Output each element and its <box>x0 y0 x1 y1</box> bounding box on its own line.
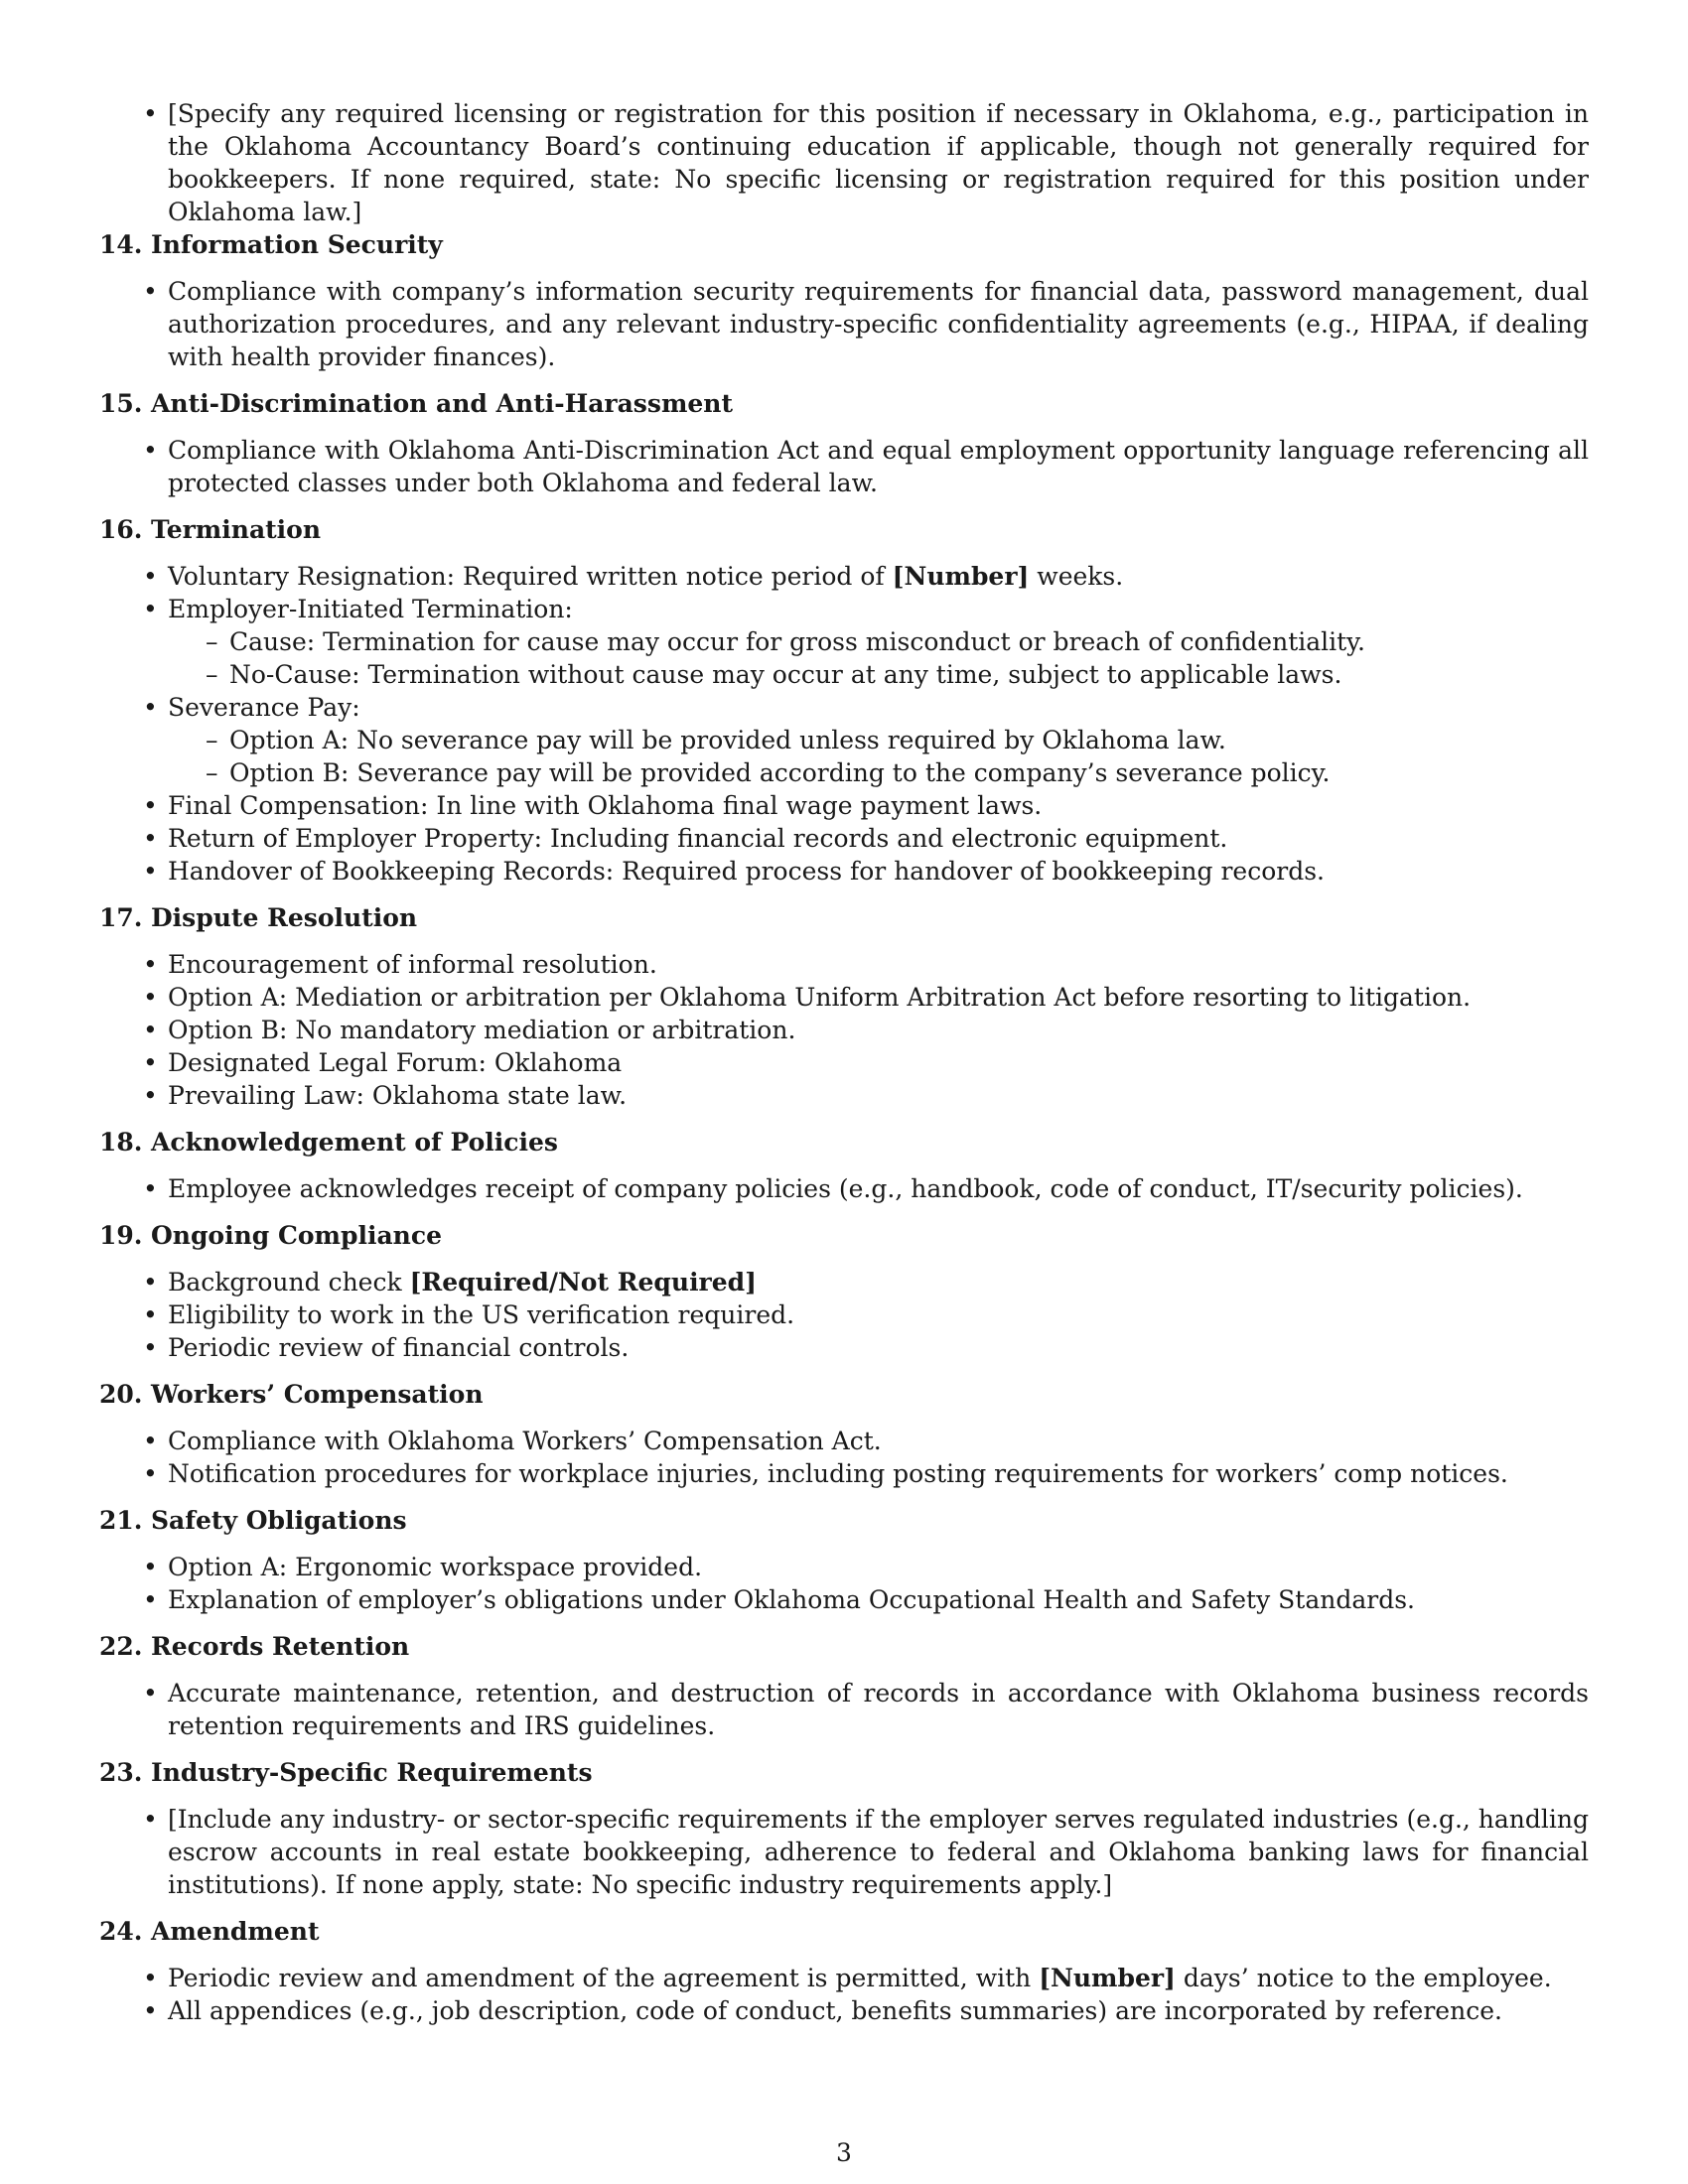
section-heading: 23. Industry-Specific Requirements <box>99 1758 593 1787</box>
list-item: • [Specify any required licensing or registration for this position if necessary in Oklahoma, e.g., participation in the Oklahoma Accountancy Board’s continuing education if applicable, though not generally required for bookkeepers. If none required, state: No specific licensing or registration required for this position under Oklahoma law.] <box>168 97 1589 228</box>
list-item: • Accurate maintenance, retention, and destruction of records in accordance with Oklahoma business records retention requirements and IRS guidelines. <box>168 1677 1589 1742</box>
list-item: • Compliance with Oklahoma Workers’ Compensation Act. <box>168 1425 1589 1457</box>
list-item: • [Include any industry- or sector-specific requirements if the employer serves regulated industries (e.g., handling escrow accounts in real estate bookkeeping, adherence to federal and Oklahoma banking laws for financial institutions). If none apply, state: No specific industry requirements apply.] <box>168 1803 1589 1901</box>
licensing-list <box>99 97 1589 228</box>
section-heading: 19. Ongoing Compliance <box>99 1221 442 1250</box>
document-page <box>99 97 1589 2041</box>
page-number: 3 <box>836 2138 852 2167</box>
section-acknowledgement <box>99 1126 1589 1205</box>
sub-list-item: – Cause: Termination for cause may occur for gross misconduct or breach of confidentiality. <box>229 625 1589 658</box>
section-heading: 16. Termination <box>99 515 322 544</box>
list-item: • Periodic review of financial controls. <box>168 1331 1589 1364</box>
list-item: • Severance Pay: – Option A: No severance pay will be provided unless required by Oklahoma law. – Option B: Severance pay will be provided according to the company’s severance policy. <box>168 691 1589 789</box>
section-termination <box>99 513 1589 887</box>
section-industry-specific <box>99 1756 1589 1901</box>
list-item: • Explanation of employer’s obligations under Oklahoma Occupational Health and Safety Standards. <box>168 1583 1589 1616</box>
list-item: • Return of Employer Property: Including financial records and electronic equipment. <box>168 822 1589 855</box>
list-item: • Employer-Initiated Termination: – Cause: Termination for cause may occur for gross misconduct or breach of confidentiality. – No-Cause: Termination without cause may occur at any time, subject to applicable laws. <box>168 593 1589 691</box>
list-item: • Option A: Ergonomic workspace provided. <box>168 1551 1589 1583</box>
list-item: • Option A: Mediation or arbitration per Oklahoma Uniform Arbitration Act before resorting to litigation. <box>168 981 1589 1014</box>
list-item: • Periodic review and amendment of the agreement is permitted, with [Number] days’ notice to the employee. <box>168 1962 1589 1994</box>
section-heading: 22. Records Retention <box>99 1632 410 1661</box>
list-item: • Eligibility to work in the US verification required. <box>168 1298 1589 1331</box>
list-item: • Prevailing Law: Oklahoma state law. <box>168 1079 1589 1112</box>
section-dispute-resolution <box>99 901 1589 1112</box>
section-ongoing-compliance <box>99 1219 1589 1364</box>
section-heading: 24. Amendment <box>99 1917 320 1946</box>
list-item: • Background check [Required/Not Required] <box>168 1266 1589 1298</box>
section-heading: 20. Workers’ Compensation <box>99 1380 484 1409</box>
list-item: • Voluntary Resignation: Required written notice period of [Number] weeks. <box>168 560 1589 593</box>
list-item: • Option B: No mandatory mediation or arbitration. <box>168 1014 1589 1046</box>
section-amendment <box>99 1915 1589 2027</box>
section-workers-compensation <box>99 1378 1589 1490</box>
section-heading: 21. Safety Obligations <box>99 1506 407 1535</box>
list-item: • Final Compensation: In line with Oklahoma final wage payment laws. <box>168 789 1589 822</box>
section-heading: 18. Acknowledgement of Policies <box>99 1128 558 1157</box>
list-item: • Encouragement of informal resolution. <box>168 948 1589 981</box>
section-records-retention <box>99 1630 1589 1742</box>
section-heading: 15. Anti-Discrimination and Anti-Harassment <box>99 389 734 418</box>
list-item: • Notification procedures for workplace injuries, including posting requirements for workers’ comp notices. <box>168 1457 1589 1490</box>
section-safety-obligations <box>99 1504 1589 1616</box>
list-item: • Compliance with Oklahoma Anti-Discrimination Act and equal employment opportunity language referencing all protected classes under both Oklahoma and federal law. <box>168 434 1589 499</box>
list-item: • Handover of Bookkeeping Records: Required process for handover of bookkeeping records. <box>168 855 1589 887</box>
list-item: • Designated Legal Forum: Oklahoma <box>168 1046 1589 1079</box>
sub-list-item: – No-Cause: Termination without cause may occur at any time, subject to applicable laws. <box>229 658 1589 691</box>
section-heading: 17. Dispute Resolution <box>99 903 418 932</box>
list-item: • Compliance with company’s information security requirements for financial data, password management, dual authorization procedures, and any relevant industry-specific confidentiality agreements (e.g., HIPAA, if dealing with health provider finances). <box>168 275 1589 373</box>
list-item: • Employee acknowledges receipt of company policies (e.g., handbook, code of conduct, IT/security policies). <box>168 1172 1589 1205</box>
section-heading: 14. Information Security <box>99 230 443 259</box>
sub-list-item: – Option B: Severance pay will be provided according to the company’s severance policy. <box>229 756 1589 789</box>
section-information-security <box>99 228 1589 373</box>
list-item: • All appendices (e.g., job description, code of conduct, benefits summaries) are incorporated by reference. <box>168 1994 1589 2027</box>
section-anti-discrimination <box>99 387 1589 499</box>
sub-list-item: – Option A: No severance pay will be provided unless required by Oklahoma law. <box>229 724 1589 756</box>
